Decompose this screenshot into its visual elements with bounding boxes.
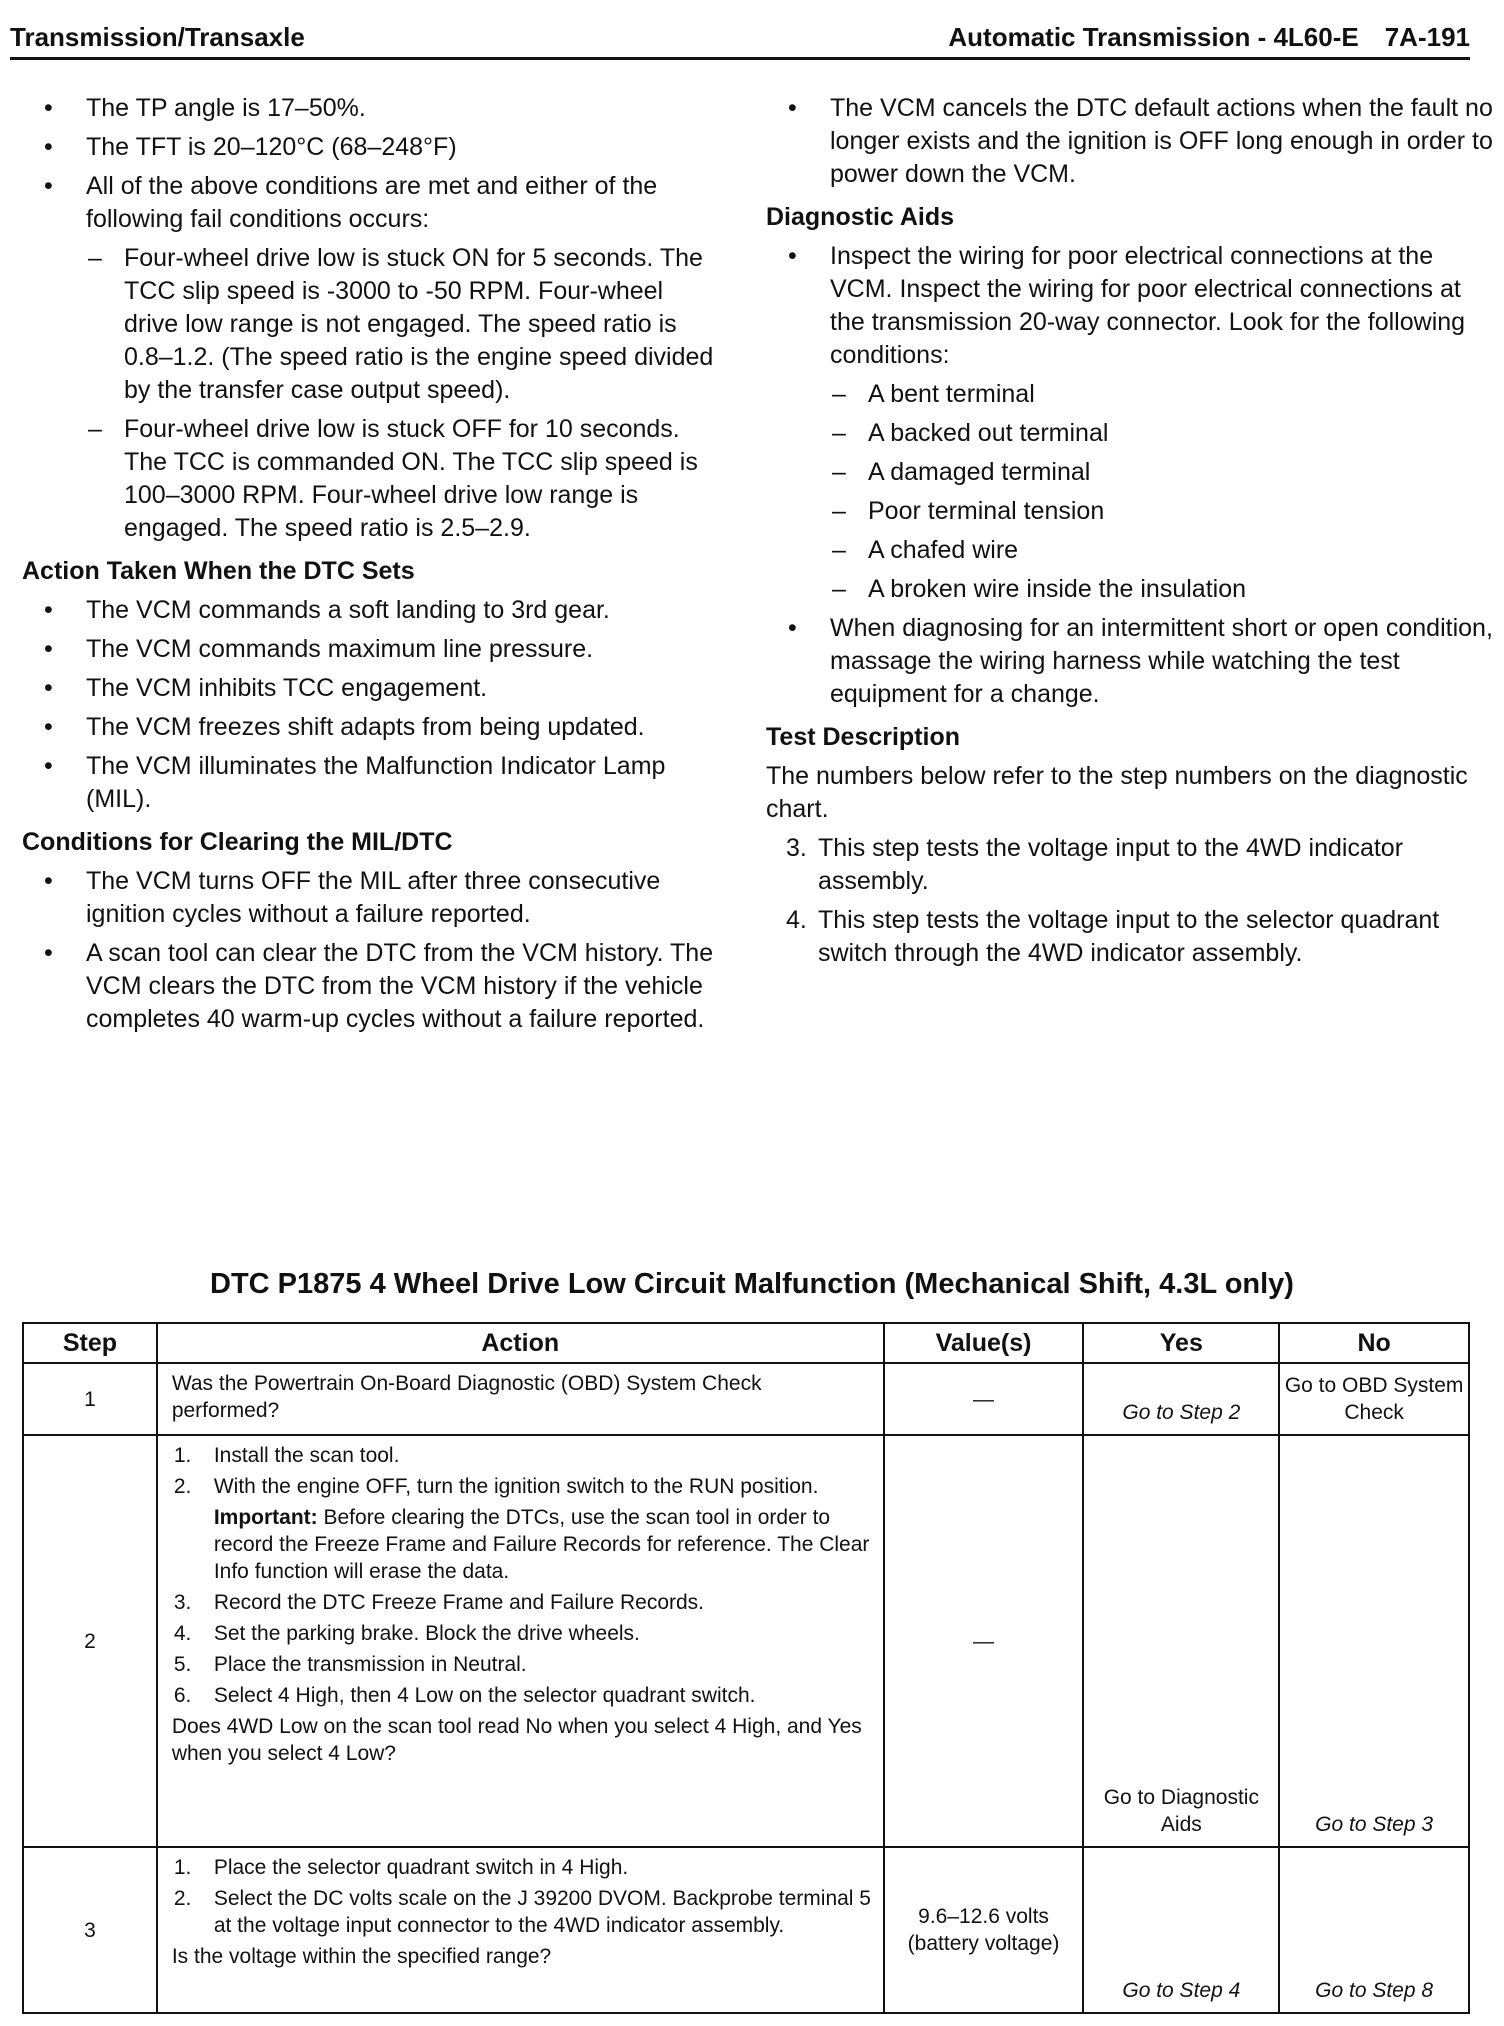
- step-number: 4.: [786, 906, 807, 934]
- bullet-item: • The VCM freezes shift adapts from being updated.: [22, 711, 722, 744]
- table-header-row: [23, 1323, 1469, 1363]
- test-intro: The numbers below refer to the step numbers on the diagnostic chart.: [766, 762, 1468, 823]
- section-title: Transmission/Transaxle: [10, 22, 305, 52]
- bullet-item: • The VCM commands a soft landing to 3rd gear.: [22, 594, 722, 627]
- important-note: [172, 1504, 875, 1585]
- yes-cell: Go to Step 2: [1083, 1363, 1279, 1435]
- important-label: Important:: [213, 1506, 318, 1529]
- action-item: [172, 1473, 875, 1500]
- condition-item: – A damaged terminal: [766, 456, 1496, 489]
- no-cell: Go to OBD System Check: [1279, 1363, 1469, 1435]
- left-column: [22, 92, 722, 1042]
- section-heading-clearing: Conditions for Clearing the MIL/DTC: [22, 828, 453, 856]
- chapter-title: [948, 22, 1470, 53]
- action-question: Does 4WD Low on the scan tool read No when you select 4 High, and Yes when you select 4 Low?: [171, 1715, 862, 1765]
- table-row: [23, 1847, 1469, 2013]
- section-heading-test-description: Test Description: [766, 723, 961, 751]
- table-title: DTC P1875 4 Wheel Drive Low Circuit Malfunction (Mechanical Shift, 4.3L only): [210, 1268, 1294, 1300]
- right-column: [766, 92, 1496, 976]
- important-text: Before clearing the DTCs, use the scan tool in order to record the Freeze Frame and Failure Records for reference. The Clear Info function will erase the data.: [213, 1506, 870, 1583]
- fail-condition-item: – Four-wheel drive low is stuck OFF for 10 seconds. The TCC is commanded ON. The TCC slip speed is 100–3000 RPM. Four-wheel drive low range is engaged. The speed ratio is 2.5–2.9.: [22, 413, 722, 545]
- step-number: 3.: [786, 834, 807, 862]
- item-number: 3.: [173, 1591, 192, 1614]
- value-cell: —: [884, 1435, 1084, 1847]
- bullet-item: • When diagnosing for an intermittent short or open condition, massage the wiring harness while watching the test equipment for a change.: [766, 612, 1496, 711]
- fail-condition-item: – Four-wheel drive low is stuck ON for 5 seconds. The TCC slip speed is -3000 to -50 RPM. Four-wheel drive low range is not engaged. The speed ratio is 0.8–1.2. (The speed ratio is the engine speed divided by the transfer case output speed).: [22, 242, 722, 407]
- action-question: Is the voltage within the specified range?: [171, 1945, 552, 1968]
- item-number: 6.: [173, 1684, 192, 1707]
- action-item: [172, 1589, 875, 1616]
- value-cell: 9.6–12.6 volts (battery voltage): [884, 1847, 1084, 2013]
- item-number: 1.: [173, 1444, 192, 1467]
- header-no: No: [1279, 1323, 1469, 1363]
- item-number: 4.: [173, 1622, 192, 1645]
- step-cell: 1: [23, 1363, 157, 1435]
- item-text: Set the parking brake. Block the drive wheels.: [213, 1622, 640, 1645]
- item-number: 1.: [173, 1856, 192, 1879]
- test-step-item: [766, 832, 1496, 898]
- header-step: Step: [23, 1323, 157, 1363]
- yes-cell: Go to Diagnostic Aids: [1083, 1435, 1279, 1847]
- item-text: Record the DTC Freeze Frame and Failure Records.: [213, 1591, 705, 1614]
- action-cell: [157, 1363, 884, 1435]
- value-cell: —: [884, 1363, 1084, 1435]
- bullet-item: • The TFT is 20–120°C (68–248°F): [22, 131, 722, 164]
- page-header: [10, 22, 1470, 60]
- section-heading-action: Action Taken When the DTC Sets: [22, 557, 415, 585]
- condition-item: – Poor terminal tension: [766, 495, 1496, 528]
- step-text: This step tests the voltage input to the selector quadrant switch through the 4WD indicator assembly.: [818, 906, 1440, 967]
- item-number: 2.: [173, 1887, 192, 1910]
- bullet-item: • The VCM commands maximum line pressure.: [22, 633, 722, 666]
- page-number: 7A-191: [1384, 22, 1470, 52]
- item-number: 2.: [173, 1475, 192, 1498]
- action-item: [172, 1854, 875, 1881]
- item-text: Place the transmission in Neutral.: [213, 1653, 527, 1676]
- yes-cell: Go to Step 4: [1083, 1847, 1279, 2013]
- action-item: [172, 1620, 875, 1647]
- bullet-item: • Inspect the wiring for poor electrical connections at the VCM. Inspect the wiring for poor electrical connections at the transmission 20-way connector. Look for the following conditions:: [766, 240, 1496, 372]
- item-number: 5.: [173, 1653, 192, 1676]
- header-action: Action: [157, 1323, 884, 1363]
- bullet-item: • A scan tool can clear the DTC from the VCM history. The VCM clears the DTC from the VCM history if the vehicle completes 40 warm-up cycles without a failure reported.: [22, 937, 722, 1036]
- item-text: Place the selector quadrant switch in 4 High.: [213, 1856, 629, 1879]
- action-item: [172, 1885, 875, 1939]
- action-cell: [157, 1847, 884, 2013]
- condition-item: – A backed out terminal: [766, 417, 1496, 450]
- condition-item: – A broken wire inside the insulation: [766, 573, 1496, 606]
- no-cell: Go to Step 8: [1279, 1847, 1469, 2013]
- bullet-item: • The VCM cancels the DTC default actions when the fault no longer exists and the ignition is OFF long enough in order to power down the VCM.: [766, 92, 1496, 191]
- step-cell: 2: [23, 1435, 157, 1847]
- test-step-item: [766, 904, 1496, 970]
- bullet-item: • The VCM inhibits TCC engagement.: [22, 672, 722, 705]
- item-text: Install the scan tool.: [213, 1444, 400, 1467]
- section-heading-diagnostic-aids: Diagnostic Aids: [766, 203, 954, 231]
- action-item: [172, 1651, 875, 1678]
- action-question: Was the Powertrain On-Board Diagnostic (OBD) System Check performed?: [171, 1372, 762, 1422]
- action-item: [172, 1682, 875, 1709]
- action-cell: [157, 1435, 884, 1847]
- table-row: [23, 1435, 1469, 1847]
- chapter-name: Automatic Transmission - 4L60-E: [948, 22, 1359, 52]
- action-item: [172, 1442, 875, 1469]
- header-values: Value(s): [884, 1323, 1084, 1363]
- item-text: With the engine OFF, turn the ignition switch to the RUN position.: [213, 1475, 819, 1498]
- item-text: Select the DC volts scale on the J 39200 DVOM. Backprobe terminal 5 at the voltage input connector to the 4WD indicator assembly.: [213, 1887, 871, 1937]
- bullet-item: • The VCM turns OFF the MIL after three consecutive ignition cycles without a failure reported.: [22, 865, 722, 931]
- condition-item: – A bent terminal: [766, 378, 1496, 411]
- table-row: [23, 1363, 1469, 1435]
- header-yes: Yes: [1083, 1323, 1279, 1363]
- no-cell: Go to Step 3: [1279, 1435, 1469, 1847]
- bullet-item: • The VCM illuminates the Malfunction Indicator Lamp (MIL).: [22, 750, 722, 816]
- bullet-item: • All of the above conditions are met and either of the following fail conditions occurs:: [22, 170, 722, 236]
- item-text: Select 4 High, then 4 Low on the selector quadrant switch.: [213, 1684, 756, 1707]
- step-text: This step tests the voltage input to the 4WD indicator assembly.: [818, 834, 1404, 895]
- step-cell: 3: [23, 1847, 157, 2013]
- diagnostic-table: [22, 1322, 1470, 2014]
- condition-item: – A chafed wire: [766, 534, 1496, 567]
- bullet-item: • The TP angle is 17–50%.: [22, 92, 722, 125]
